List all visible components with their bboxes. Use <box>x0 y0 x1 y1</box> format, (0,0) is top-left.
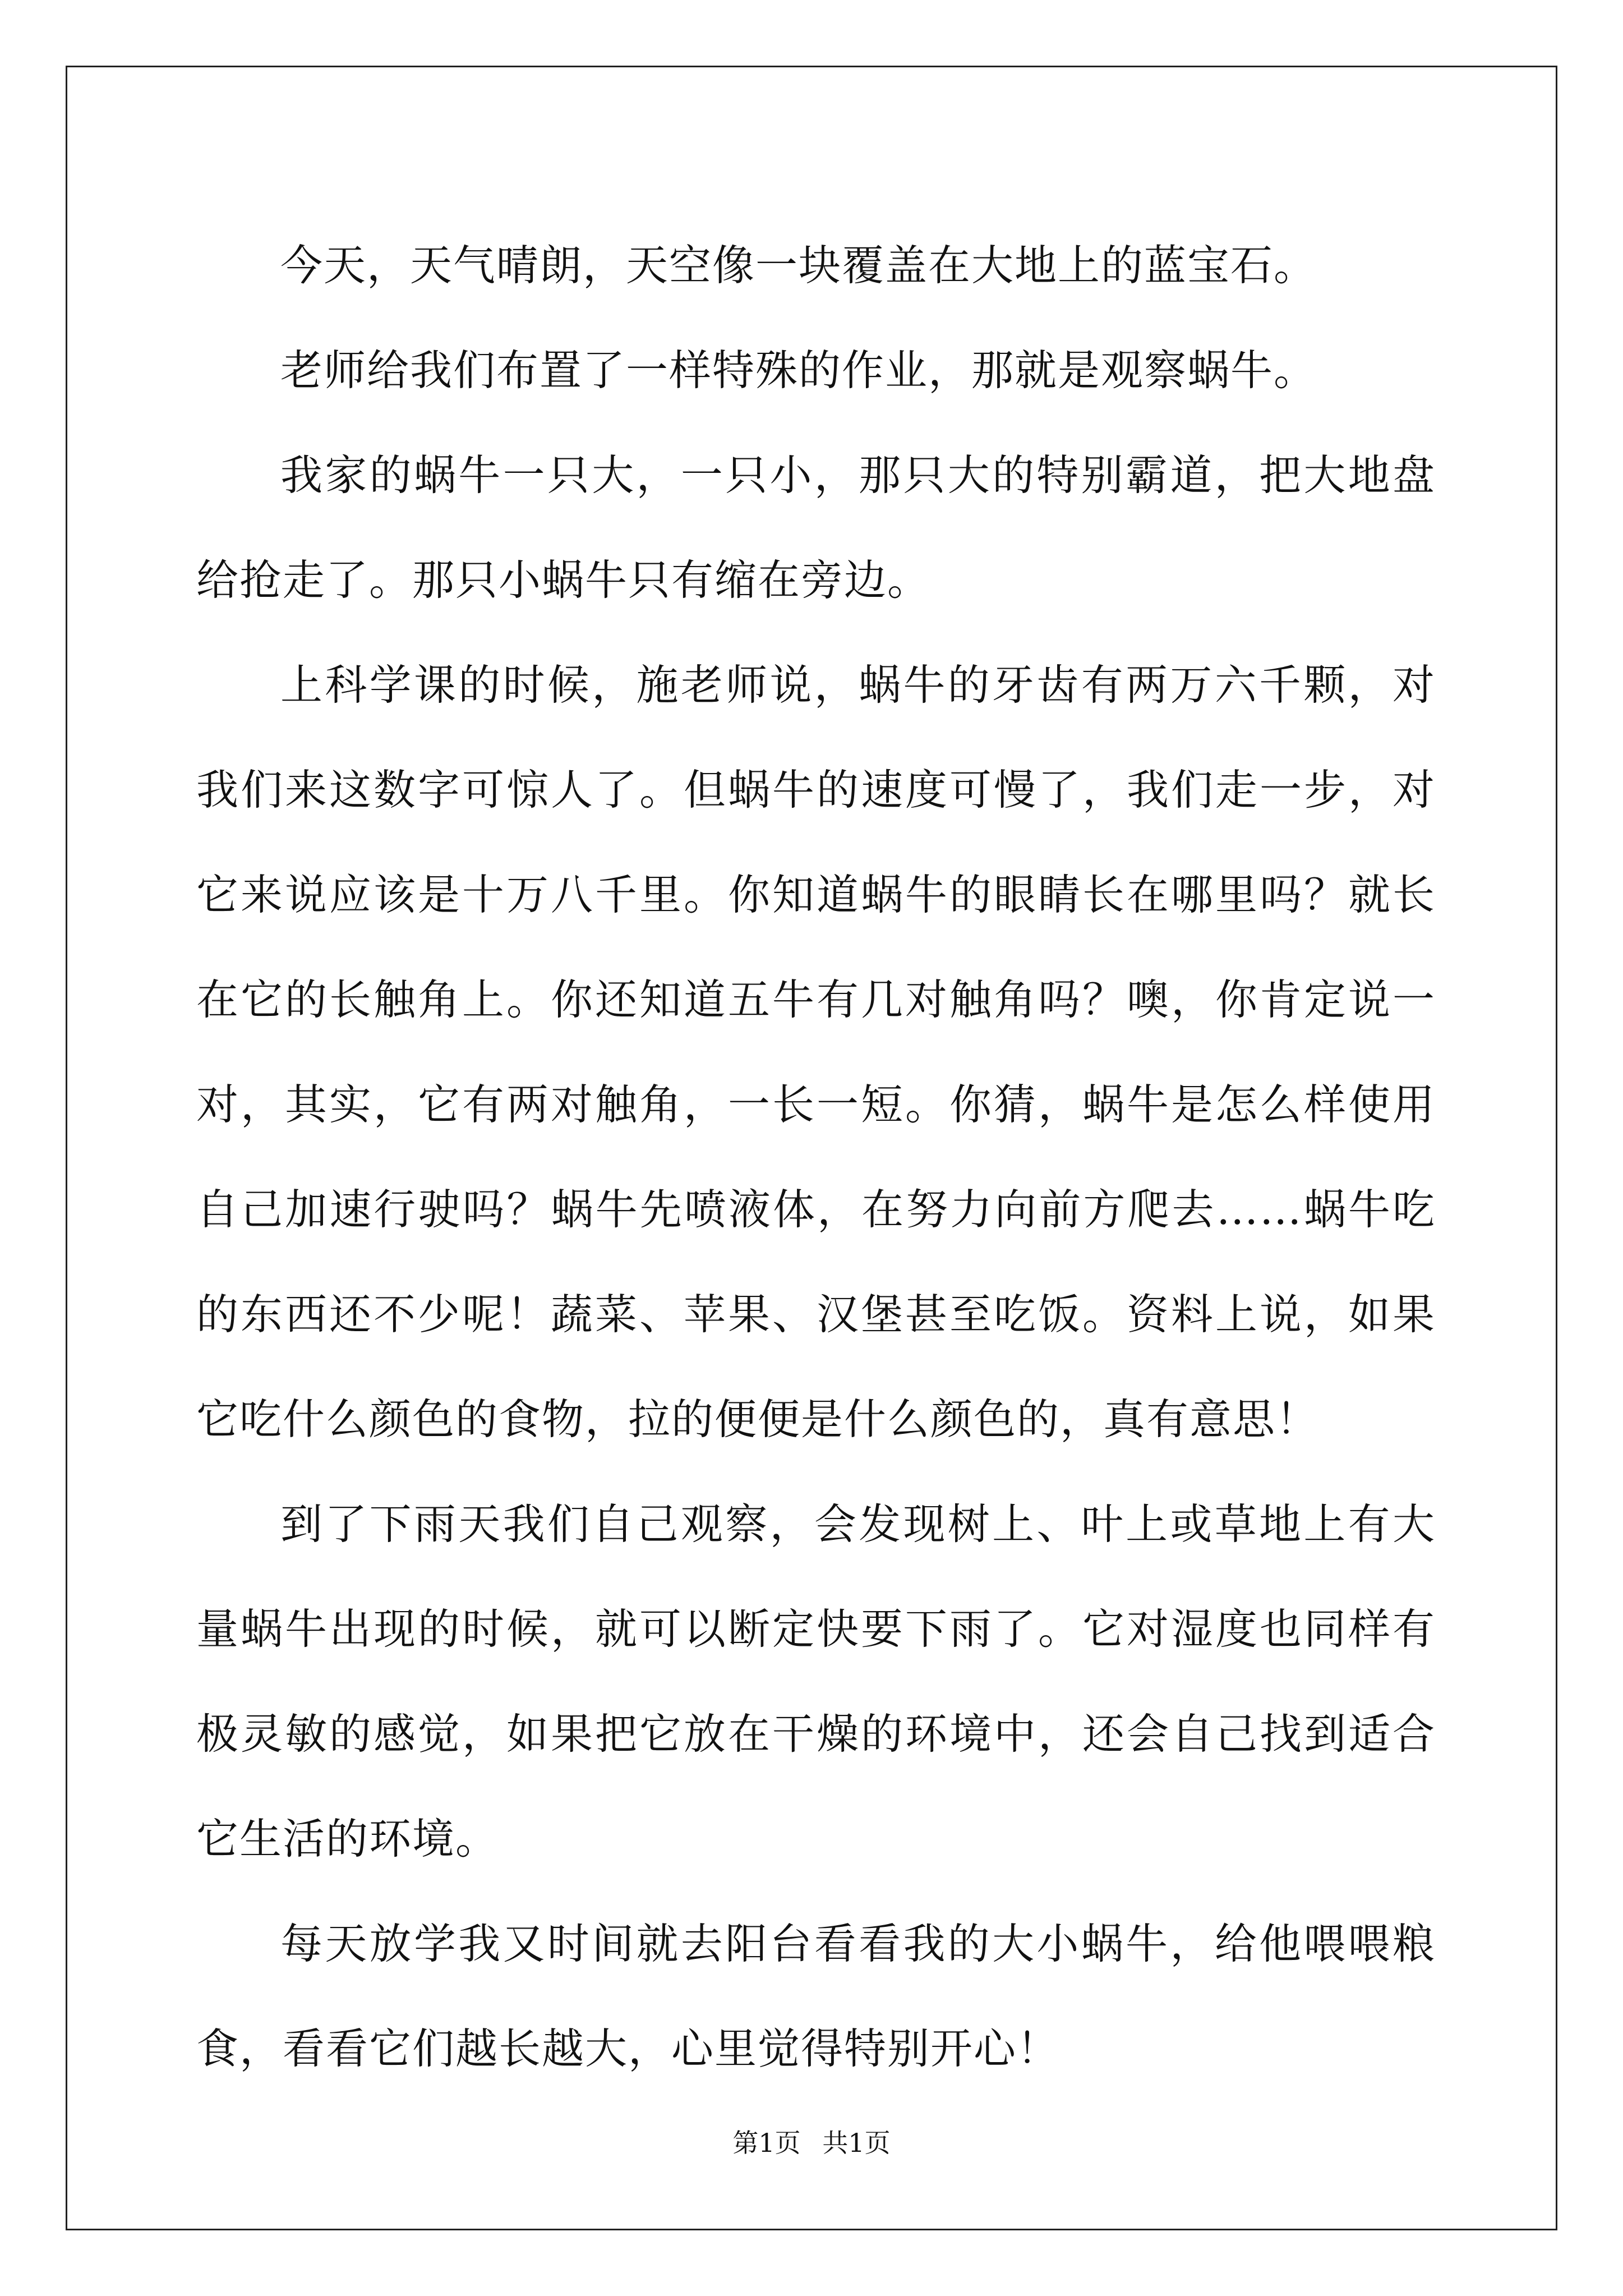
page-footer <box>0 2126 1623 2160</box>
page-number: 第1页 <box>732 2128 801 2158</box>
paragraph: 到了下雨天我们自己观察，会发现树上、叶上或草地上有大量蜗牛出现的时候，就可以断定快要下雨了。它对湿度也同样有极灵敏的感觉，如果把它放在干燥的环境中，还会自己找到适合它生活的环境。 <box>196 1499 1436 1864</box>
page-total: 共1页 <box>822 2128 891 2158</box>
paragraph: 每天放学我又时间就去阳台看看我的大小蜗牛，给他喂喂粮食，看看它们越长越大，心里觉得特别开心！ <box>196 1919 1436 2073</box>
paragraph: 我家的蜗牛一只大，一只小，那只大的特别霸道，把大地盘给抢走了。那只小蜗牛只有缩在旁边。 <box>196 450 1436 605</box>
paragraph: 上科学课的时候，施老师说，蜗牛的牙齿有两万六千颗，对我们来这数字可惊人了。但蜗牛的速度可慢了，我们走一步，对它来说应该是十万八千里。你知道蜗牛的眼睛长在哪里吗？就长在它的长触角上。你还知道五牛有几对触角吗？噢，你肯定说一对，其实，它有两对触角，一长一短。你猜，蜗牛是怎么样使用自己加速行驶吗？蜗牛先喷液体，在努力向前方爬去……蜗牛吃的东西还不少呢！蔬菜、苹果、汉堡甚至吃饭。资料上说，如果它吃什么颜色的食物，拉的便便是什么颜色的，真有意思！ <box>196 660 1436 1444</box>
document-body <box>196 213 1436 2101</box>
paragraph: 老师给我们布置了一样特殊的作业，那就是观察蜗牛。 <box>280 346 1317 395</box>
paragraph: 今天，天气晴朗，天空像一块覆盖在大地上的蓝宝石。 <box>280 241 1317 290</box>
